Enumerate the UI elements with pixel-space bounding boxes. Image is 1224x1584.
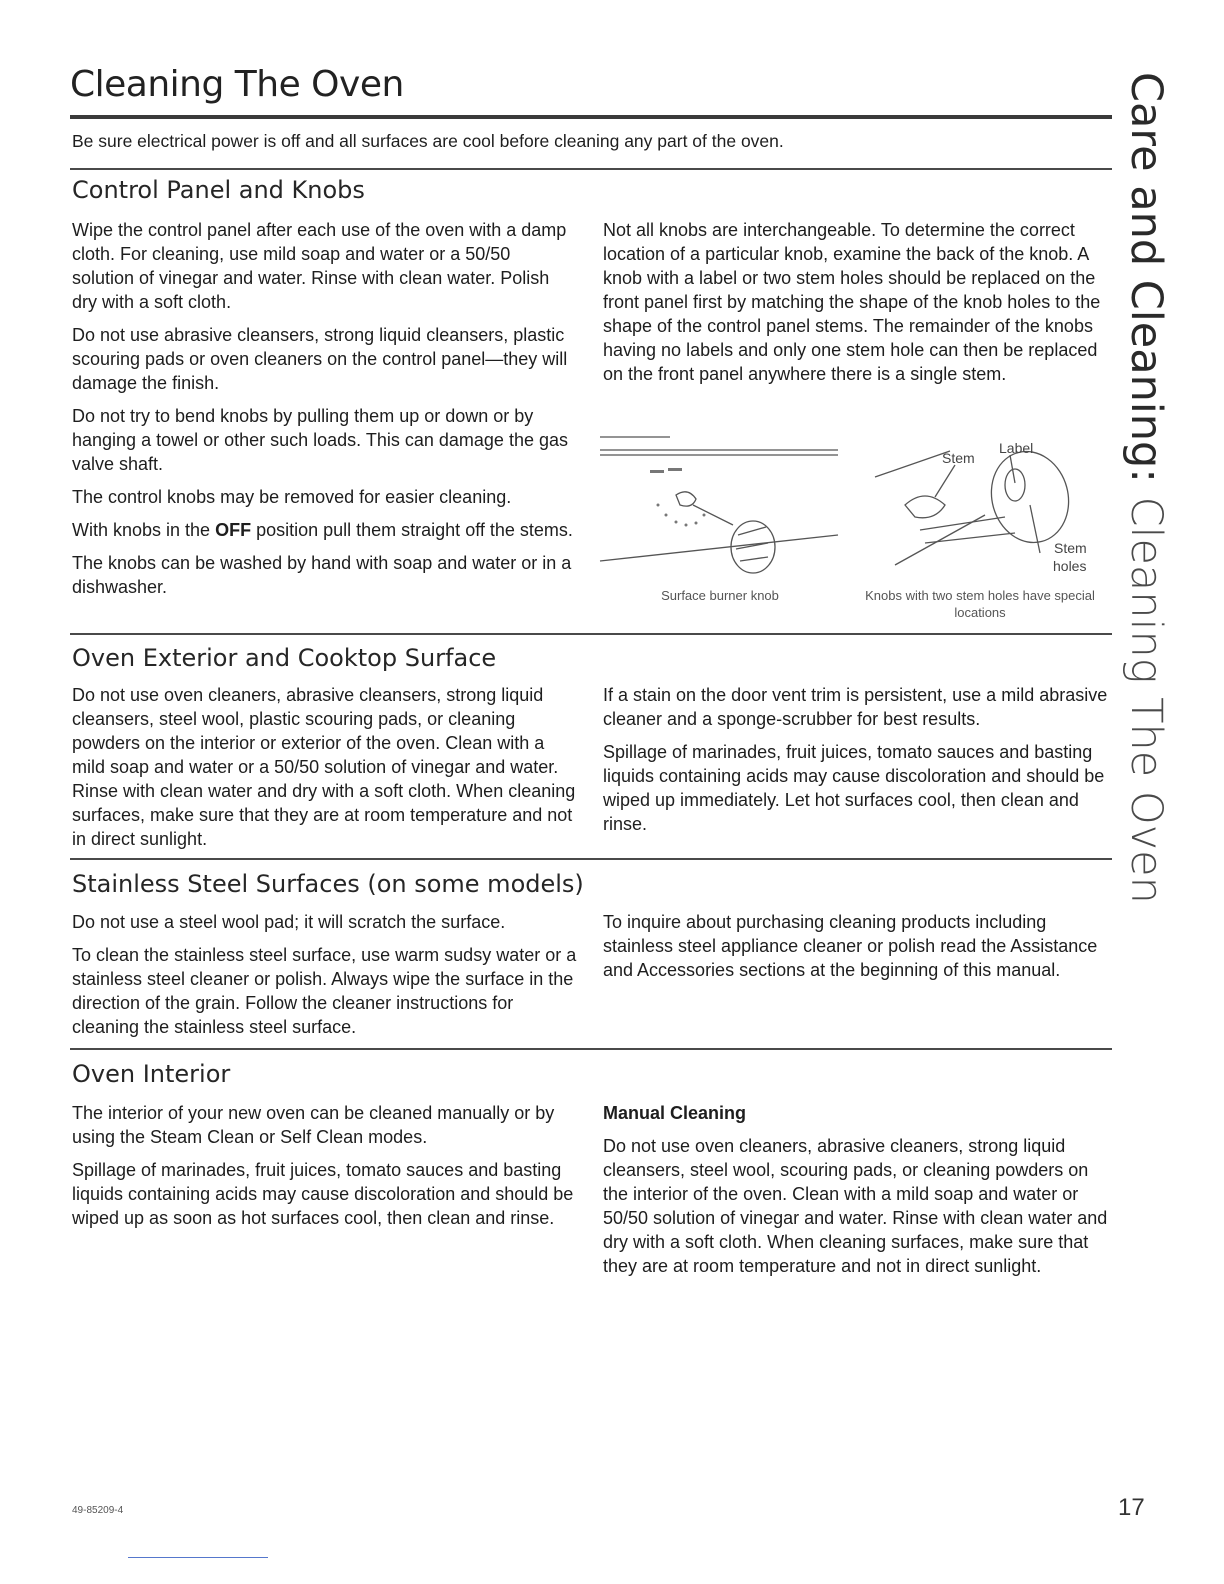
- paragraph: To inquire about purchasing cleaning products including stainless steel appliance cleaner or polish read the Assistance and Accessories sections at the beginning of this manual.: [603, 912, 1098, 980]
- divider: [70, 858, 1112, 860]
- chapter-title: Care and Cleaning:: [1121, 72, 1171, 483]
- divider: [70, 168, 1112, 170]
- paragraph: Spillage of marinades, fruit juices, tomato sauces and basting liquids containing acids may cause discoloration and should be wiped up as soon as hot surfaces cool, then clean and rinse.: [72, 1160, 574, 1228]
- paragraph-off-position: With knobs in the OFF position pull them straight off the stems.: [72, 520, 573, 540]
- oven-exterior-left-column: [72, 683, 577, 860]
- label-callout: Label: [999, 440, 1034, 456]
- stainless-left-column: [72, 910, 577, 1048]
- intro-text: Be sure electrical power is off and all surfaces are cool before cleaning any part of the oven.: [72, 131, 784, 151]
- divider: [70, 1048, 1112, 1050]
- oven-interior-right-column: [603, 1101, 1108, 1287]
- surface-burner-knob-figure: [598, 425, 848, 585]
- paragraph: Do not use abrasive cleansers, strong liquid cleansers, plastic scouring pads or oven cleaners on the control panel—they will damage the finish.: [72, 325, 568, 393]
- chapter-side-tab: [1122, 72, 1170, 904]
- paragraph: The control knobs may be removed for easier cleaning.: [72, 487, 512, 507]
- oven-exterior-right-column: [603, 683, 1108, 845]
- section-heading-control-panel: Control Panel and Knobs: [72, 176, 365, 204]
- paragraph: To clean the stainless steel surface, use warm sudsy water or a stainless steel cleaner or polish. Always wipe the surface in the direction of the grain. Follow the cleaner instructions for cleaning the stainless steel surface.: [72, 945, 577, 1037]
- paragraph: The interior of your new oven can be cleaned manually or by using the Steam Clean or Self Clean modes.: [72, 1103, 555, 1147]
- stem-callout: Stem: [942, 450, 975, 466]
- figure-caption: Surface burner knob: [661, 588, 779, 603]
- control-panel-left-column: [72, 218, 577, 608]
- paragraph: Do not use a steel wool pad; it will scratch the surface.: [72, 912, 506, 932]
- section-heading-oven-exterior: Oven Exterior and Cooktop Surface: [72, 644, 497, 672]
- document-number: 49-85209-4: [72, 1505, 124, 1516]
- figure-caption: Knobs with two stem holes have special locations: [865, 588, 1095, 620]
- oven-interior-left-column: [72, 1101, 577, 1239]
- chapter-subtitle: Cleaning The Oven: [1121, 496, 1171, 904]
- stem-holes-callout-line1: Stem: [1054, 540, 1087, 556]
- stem-holes-callout-line2: holes: [1053, 558, 1087, 574]
- section-heading-oven-interior: Oven Interior: [72, 1060, 231, 1088]
- paragraph: If a stain on the door vent trim is persistent, use a mild abrasive cleaner and a sponge-scrubber for best results.: [603, 685, 1108, 729]
- page-number: 17: [1118, 1494, 1145, 1521]
- control-panel-right-column: [603, 218, 1108, 395]
- off-keyword: OFF: [215, 520, 252, 540]
- page-title: Cleaning The Oven: [70, 64, 404, 105]
- paragraph: Do not use oven cleaners, abrasive cleaners, strong liquid cleansers, steel wool, scouring pads, or cleaning powders on the interior of the oven. Clean with a mild soap and water or 50/50 solution of vinegar and water. Rinse with clean water and dry with a soft cloth. When cleaning surfaces, make sure that they are at room temperature and not in direct sunlight.: [603, 1136, 1108, 1276]
- paragraph: Not all knobs are interchangeable. To determine the correct location of a particular knob, examine the back of the knob. A knob with a label or two stem holes should be replaced on the front panel first by matching the shape of the knob holes to the shape of the control panel stems. The remainder of the knobs having no labels and only one stem hole can then be replaced on the front panel anywhere there is a single stem.: [603, 220, 1101, 384]
- manual-cleaning-subheading: Manual Cleaning: [603, 1103, 747, 1123]
- paragraph: Do not try to bend knobs by pulling them up or down or by hanging a towel or other such loads. This can damage the gas valve shaft.: [72, 406, 568, 474]
- paragraph: The knobs can be washed by hand with soap and water or in a dishwasher.: [72, 553, 572, 597]
- divider: [70, 633, 1112, 635]
- paragraph: Do not use oven cleaners, abrasive cleansers, strong liquid cleansers, steel wool, plastic scouring pads, or cleaning powders on the interior or exterior of the oven. Clean with a mild soap and water or a 50/50 solution of vinegar and water. Rinse with clean water and dry with a soft cloth. When cleaning surfaces, make sure that they are at room temperature and not in direct sunlight.: [72, 685, 576, 849]
- section-heading-stainless-steel: Stainless Steel Surfaces (on some models): [72, 870, 584, 898]
- paragraph: Spillage of marinades, fruit juices, tomato sauces and basting liquids containing acids may cause discoloration and should be wiped up immediately. Let hot surfaces cool, then clean and rinse.: [603, 742, 1105, 834]
- paragraph: Wipe the control panel after each use of the oven with a damp cloth. For cleaning, use mild soap and water or a 50/50 solution of vinegar and water. Rinse with clean water. Polish dry with a soft cloth.: [72, 220, 567, 312]
- stainless-right-column: [603, 910, 1108, 991]
- bottom-link-underline: [128, 1557, 268, 1558]
- title-rule: [70, 115, 1112, 119]
